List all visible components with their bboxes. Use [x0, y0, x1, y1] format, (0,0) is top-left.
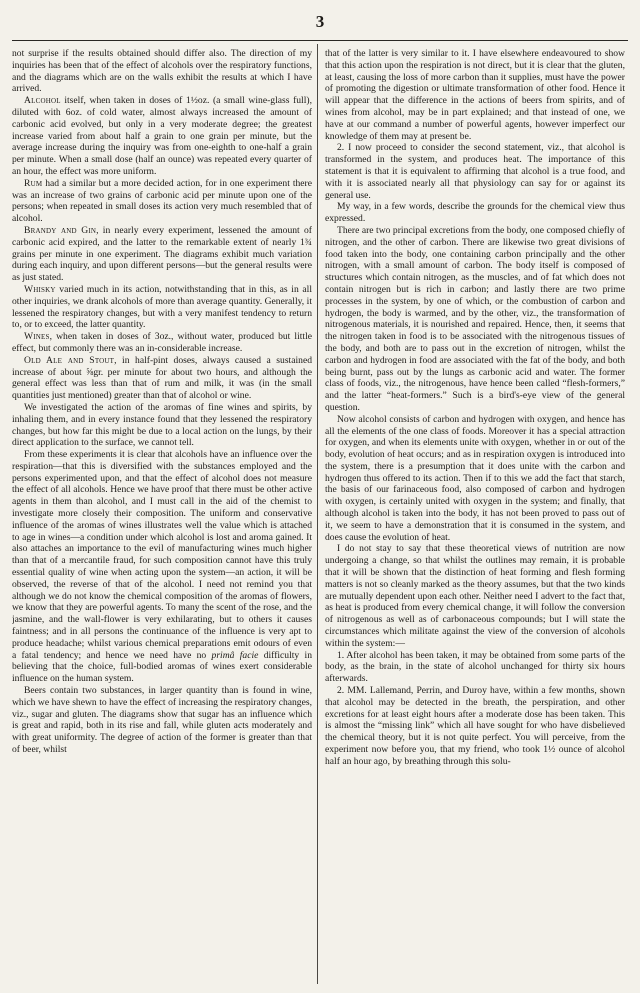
paragraph-text: had a similar but a more decided action, for in one experiment there was an increase of two grains of carbonic acid per minute upon one of the persons; when repeated in small doses its action very much resembled that of alcohol. — [12, 177, 312, 225]
paragraph-text: , in half-pint doses, always caused a sustained increase of about ⅝gr. per minute for about two hours, and although the general effect was less than that of rum and milk, it was (in the small quantities just mentioned) greater than that of alcohol or wine. — [12, 354, 312, 402]
page-number: 3 — [315, 12, 325, 31]
right-paragraph — [325, 414, 625, 544]
paragraph-text: 1. After alcohol has been taken, it may be obtained from some parts of the body, as the brain, in the state of alcohol unchanged for thirty six hours afterwards. — [325, 649, 625, 685]
header-rule — [12, 40, 628, 41]
left-paragraph — [12, 331, 312, 355]
paragraph-lead-word: Whisky — [24, 283, 56, 295]
paragraph-text: 2. MM. Lallemand, Perrin, and Duroy have, within a few months, shown that alcohol may be detected in the breath, the perspiration, and other excretions for at least eight hours after a moderate dose has been taken. This is almost the “missing link” which all have sought for who have disbelieved the chemical theory, but it is not quite perfect. You will perceive, from the experiment now before you, that my friend, who took 1½ ounce of alcohol half an hour ago, by breathing through this solu- — [325, 685, 625, 767]
left-paragraph — [12, 355, 312, 402]
paragraph-text: My way, in a few words, describe the grounds for the chemical view thus expressed. — [325, 201, 625, 225]
paragraph-text: I do not stay to say that these theoretical views of nutrition are now undergoing a change, so that whilst the outlines may remain, it is probable that it will be shown that the distinction of heat forming and flesh forming matters is not so cleanly marked as the theory assumes, but that the two kinds are mutually dependent upon each other. Neither need I advert to the fact that, as heat is produced from every chemical change, it will follow the conversion of nitrogenous as well as of carbonaceous compounds; but I will state the circumstances which militate against the view of the conversion of alcohols within the system:— — [325, 543, 625, 649]
left-paragraph — [12, 225, 312, 284]
left-paragraph — [12, 284, 312, 331]
left-paragraph — [12, 449, 312, 685]
right-paragraph — [325, 543, 625, 649]
paragraph-lead-word: Brandy and Gin — [24, 224, 97, 236]
paragraph-text: that of the latter is very similar to it. I have elsewhere endeavoured to show that this action upon the respiration is not direct, but it is clear that the gluten, at least, causing the loss of more carbon than it supplies, must have the power of promoting the digestion or ultimate transformation of other food. Hence it will appear that the difference in the actions of beers from spirits, and of wines from alcohol, may be in part explained; and that instead of one, we have at our command a number of powerful agents, however imperfect our knowledge of them may at present be. — [325, 48, 625, 142]
right-column — [325, 48, 625, 988]
right-paragraph — [325, 48, 625, 142]
paragraph-text: We investigated the action of the aromas of fine wines and spirits, by inhaling them, and in every instance found that they lessened the respiratory changes, but how far this might be due to a local action on the lungs, by their direct application to the surface, we cannot tell. — [12, 401, 312, 449]
right-paragraph — [325, 201, 625, 225]
paragraph-text: There are two principal excretions from the body, one composed chiefly of nitrogen, and the other of carbon. There are likewise two great divisions of food taken into the body, one containing carbon principally and the other nitrogen, with a small amount of carbon. The body itself is composed of structures which contain nitrogen, as the muscles, and of fat which does not contain nitrogen but is rich in carbon; and lastly there are two prime processes in the system, by one of which, or the combustion of carbon and hydrogen, the body is warmed, and by the other, viz., the transformation of nitrogenous materials, it is nourished and repaired. Hence, then, it seems that the nitrogen taken in food is to be associated with the nitrogenous tissues of the body, and both are to pass out in the excretion of nitrogen, whilst the carbon and hydrogen in food are associated with the fat of the body, and both being burnt, pass out by the lungs as carbonic acid and water. The former class of foods, viz., the nitrogenous, have hence been called “flesh-formers,” and the latter “heat-formers.” Such is a bird's-eye view of the general question. — [325, 224, 625, 413]
italic-phrase: primâ facie — [211, 649, 259, 661]
left-paragraph — [12, 685, 312, 756]
paragraph-lead-word: Alcohol — [24, 95, 61, 107]
paragraph-text: varied much in its action, notwithstanding that in this, as in all other inquiries, we drank alcohols of more than average quantity. Generally, it lessened the respiratory changes, but with a very manifest tendency to return to, or to exceed, the latter quantity. — [12, 283, 312, 331]
paragraph-text: , in nearly every experiment, lessened the amount of carbonic acid expired, and the latter to the remarkable extent of nearly 1¾ grains per minute in one experiment. The diagrams exhibit much variation during each inquiry, and upon different persons—but the general results were as just stated. — [12, 224, 312, 284]
left-column — [12, 48, 312, 988]
left-paragraph — [12, 48, 312, 95]
paragraph-text: , when taken in doses of 3oz., without water, produced but little effect, but commonly there was an in-considerable increase. — [12, 331, 312, 354]
right-paragraph — [325, 142, 625, 201]
paragraph-text: itself, when taken in doses of 1½oz. (a small wine-glass full), diluted with 6oz. of cold water, almost always increased the amount of carbonic acid evolved, but only in a very moderate degree; the greatest increase varied from about half a grain to one grain per minute, but the average increase during the inquiry was from one-eighth to one-half a grain per minute. When a small dose (half an ounce) was repeated every quarter of an hour, the effect was more uniform. — [12, 95, 312, 177]
right-paragraph — [325, 225, 625, 414]
left-paragraph — [12, 178, 312, 225]
paragraph-text: 2. I now proceed to consider the second statement, viz., that alcohol is transformed in the system, and produces heat. The importance of this statement is that it is equivalent to affirming that alcohol is a true food, and with it is associated nearly all that physiology can say for or against its general use. — [325, 142, 625, 201]
paragraph-text: Beers contain two substances, in larger quantity than is found in wine, which we have shewn to have the effect of increasing the respiratory changes, viz., sugar and gluten. The diagrams show that sugar has an influence which is great and rapid, both in its rise and fall, while gluten acts moderately and with great uniformity. The degree of action of the former is greater than that of beer, whilst — [12, 685, 312, 756]
paragraph-lead-word: Wines — [24, 331, 50, 343]
paragraph-lead-word: Old Ale and Stout — [24, 354, 115, 366]
left-paragraph — [12, 95, 312, 178]
paragraph-text: difficulty in believing that the choice, full-bodied aromas of wines exert considerable influence on the human system. — [12, 649, 312, 685]
paragraph-text: not surprise if the results obtained should differ also. The direction of my inquiries has been that of the effect of alcohols over the respiratory functions, and the diagrams which are on the walls exhibit the results at which I have arrived. — [12, 48, 312, 95]
right-paragraph — [325, 685, 625, 768]
paragraph-lead-word: Rum — [24, 177, 43, 189]
paragraph-text: Now alcohol consists of carbon and hydrogen with oxygen, and hence has all the elements of the one class of foods. Moreover it has a special attraction for oxygen, and when its elements unite with oxygen, whether in or out of the body, evolution of heat occurs; and as in respiration oxygen is introduced into the system, there is a presumption that it does unite with the carbon and hydrogen thus offered to its action. Then if to this we add the fact that starch, the basis of our farinaceous food, also composed of carbon and hydrogen with oxygen, is certainly united with oxygen in the system; and finally, that although alcohol is taken into the body, it has not been proved to pass out of it, we seem to have a demonstration that it is consumed in the system, and does cause the evolution of heat. — [325, 413, 625, 543]
column-divider — [317, 44, 318, 984]
right-paragraph — [325, 650, 625, 685]
paragraph-text: From these experiments it is clear that alcohols have an influence over the respiration—that this is diversified with the substances employed and the persons experimented upon, and that the effect of alcohol does not measure the effect of all alcohols. Hence we have proof that there must be other active agents in them than alcohol, and I must call in the aid of the chemist to investigate more closely their composition. The uniform and conservative influence of the aromas of wines illustrates well the value which is attached to age in wines—a condition under which alcohol is lost and aroma gained. It also attaches an importance to the evil of manufacturing wines much higher than that of a mercantile fraud, for such composition cannot have this truly essential quality of wine when acting upon the system—an action, it will be observed, the reverse of that of the alcohol. I need not remind you that although we do not know the chemical composition of the aromas of flowers, we know that they are powerful agents. To many the scent of the rose, and the jasmine, and the wall-flower is very exhilarating, but to others it causes faintness; and in all persons the continuance of the influence is very apt to produce headache; whilst various chemical preparations emit odours of even a fatal tendency; and hence we need have no — [12, 449, 312, 661]
left-paragraph — [12, 402, 312, 449]
